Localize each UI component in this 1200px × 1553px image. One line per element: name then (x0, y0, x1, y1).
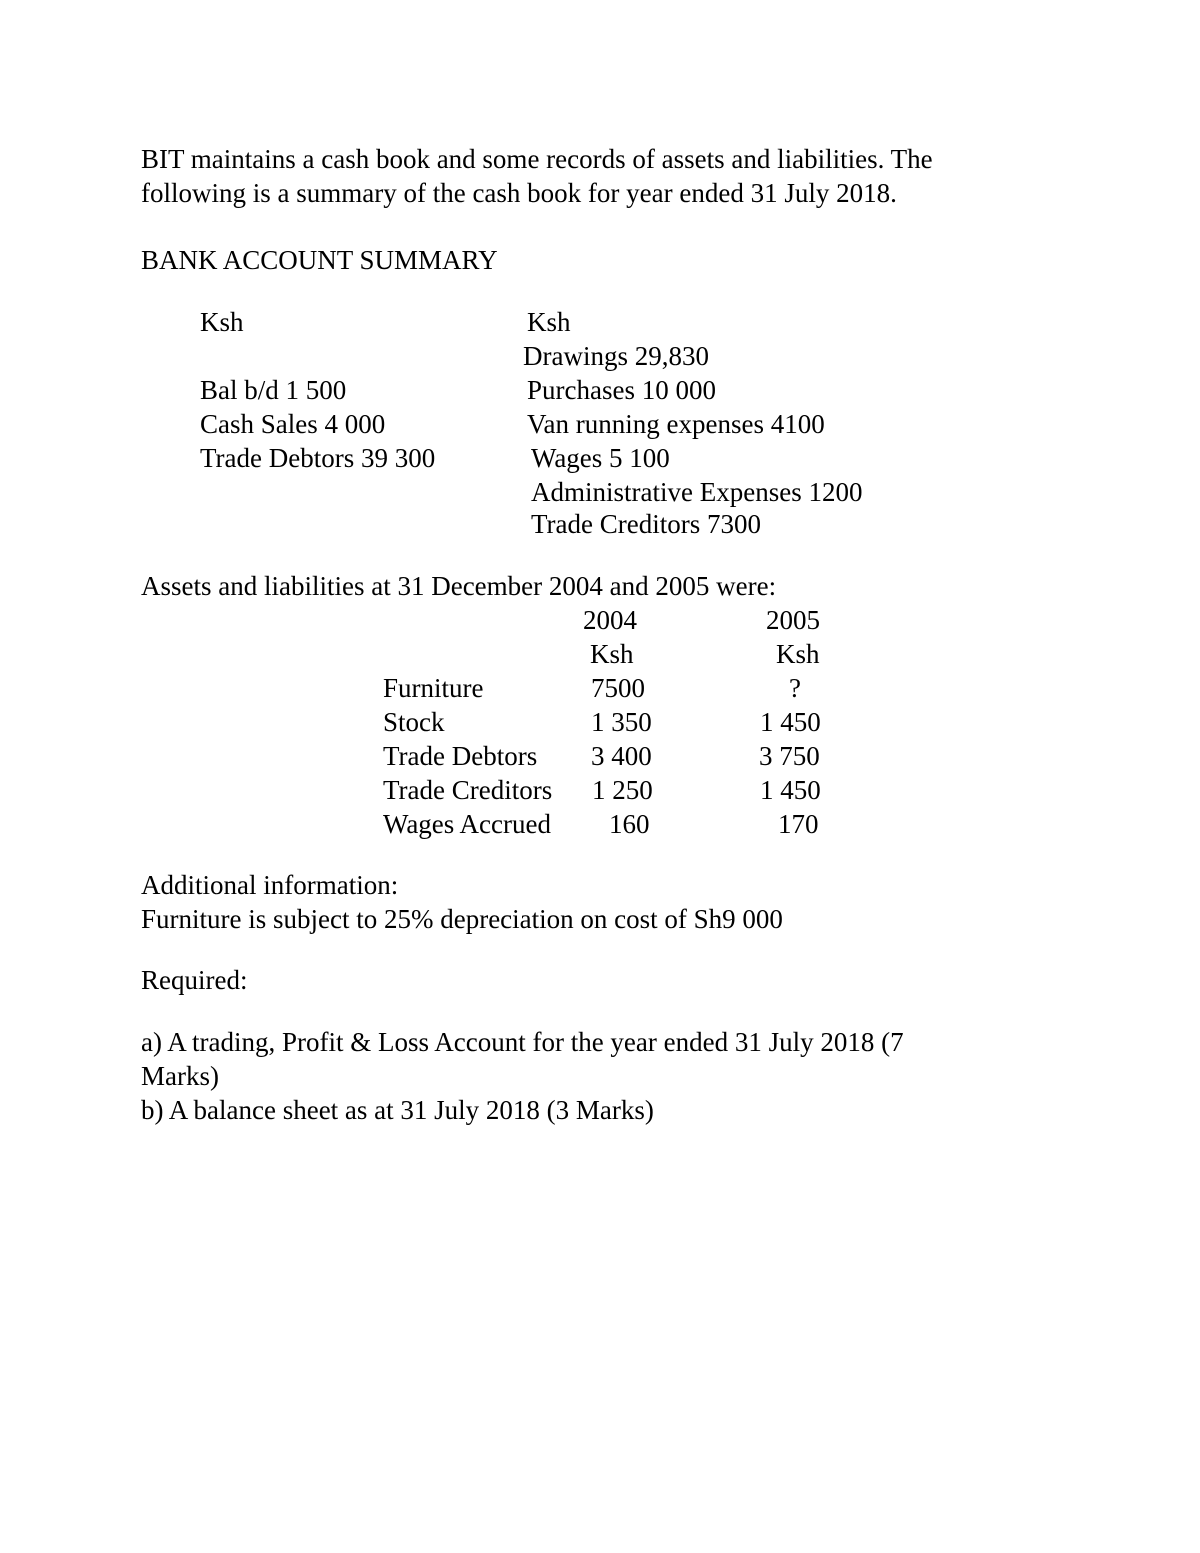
row-2005-wages-accrued: 170 (778, 809, 819, 839)
debit-entry-cash-sales: Cash Sales 4 000 (200, 409, 386, 439)
debit-currency-label: Ksh (200, 307, 244, 337)
credit-currency-label: Ksh (527, 307, 571, 337)
additional-heading: Additional information: (141, 870, 399, 900)
row-2004-trade-creditors: 1 250 (592, 775, 653, 805)
assets-heading: Assets and liabilities at 31 December 2004 and 2005 were: (141, 571, 777, 601)
row-label-trade-creditors: Trade Creditors (383, 775, 553, 805)
credit-entry-purchases: Purchases 10 000 (527, 375, 716, 405)
row-2004-furniture: 7500 (591, 673, 645, 703)
debit-entry-trade-debtors: Trade Debtors 39 300 (200, 443, 436, 473)
credit-entry-drawings: Drawings 29,830 (523, 341, 709, 371)
debit-entry-balance: Bal b/d 1 500 (200, 375, 347, 405)
intro-line-1: BIT maintains a cash book and some records of assets and liabilities. The (141, 144, 933, 174)
required-b: b) A balance sheet as at 31 July 2018 (3 Marks) (141, 1095, 654, 1125)
row-2004-trade-debtors: 3 400 (591, 741, 652, 771)
year-2004-header: 2004 (583, 605, 637, 635)
currency-2005-header: Ksh (776, 639, 820, 669)
required-a-line-2: Marks) (141, 1061, 219, 1091)
row-2005-trade-debtors: 3 750 (759, 741, 820, 771)
required-a-line-1: a) A trading, Profit & Loss Account for the year ended 31 July 2018 (7 (141, 1027, 904, 1057)
credit-entry-van-expenses: Van running expenses 4100 (527, 409, 825, 439)
row-2004-wages-accrued: 160 (609, 809, 650, 839)
currency-2004-header: Ksh (590, 639, 634, 669)
credit-entry-wages: Wages 5 100 (531, 443, 670, 473)
row-2005-trade-creditors: 1 450 (760, 775, 821, 805)
row-2005-stock: 1 450 (760, 707, 821, 737)
row-2005-furniture: ? (789, 673, 801, 703)
additional-text: Furniture is subject to 25% depreciation on cost of Sh9 000 (141, 904, 783, 934)
row-label-stock: Stock (383, 707, 445, 737)
bank-summary-heading: BANK ACCOUNT SUMMARY (141, 245, 498, 275)
credit-entry-admin-expenses: Administrative Expenses 1200 (531, 477, 863, 507)
row-label-wages-accrued: Wages Accrued (383, 809, 551, 839)
row-label-trade-debtors: Trade Debtors (383, 741, 538, 771)
row-2004-stock: 1 350 (591, 707, 652, 737)
row-label-furniture: Furniture (383, 673, 484, 703)
required-heading: Required: (141, 965, 248, 995)
intro-line-2: following is a summary of the cash book for year ended 31 July 2018. (141, 178, 897, 208)
year-2005-header: 2005 (766, 605, 820, 635)
credit-entry-trade-creditors: Trade Creditors 7300 (531, 509, 761, 539)
